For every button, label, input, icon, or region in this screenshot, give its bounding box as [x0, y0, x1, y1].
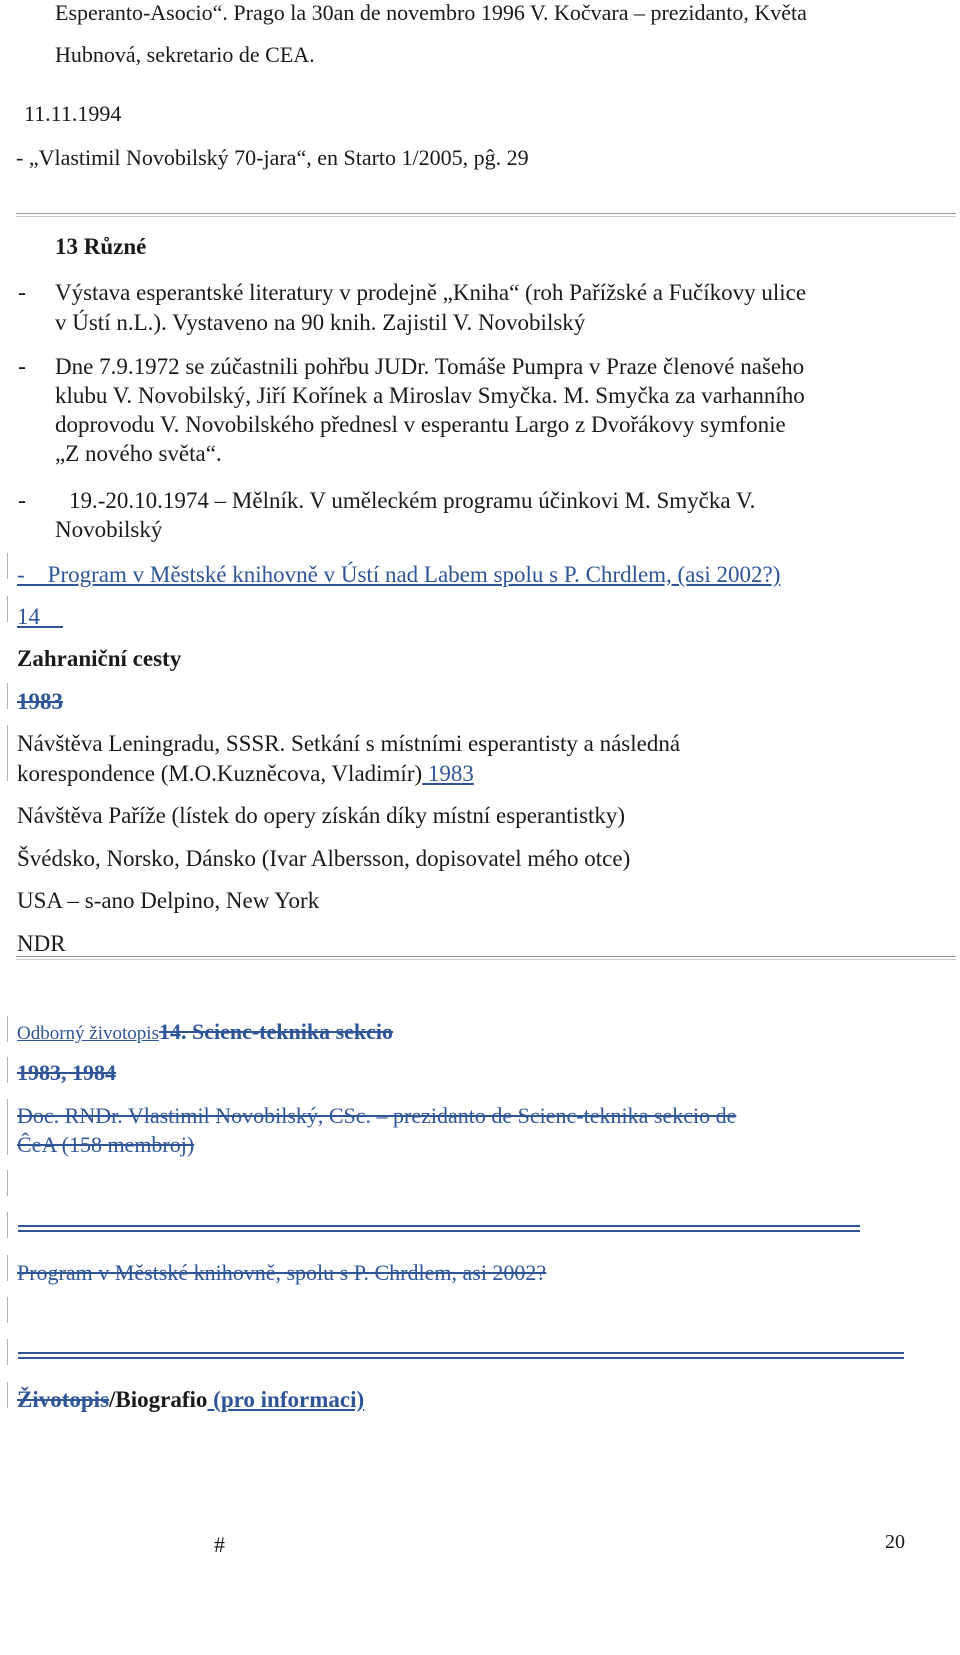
trip-line: korespondence (M.O.Kuzněcova, Vladimír) 1983 [17, 761, 474, 786]
deleted-years: 1983, 1984 [17, 1060, 116, 1085]
text-line: Esperanto-Asocio“. Prago la 30an de novembro 1996 V. Kočvara – prezidanto, Květa [55, 0, 807, 25]
change-bar [7, 1382, 8, 1408]
list-item-line: doprovodu V. Novobilského přednesl v esperantu Largo z Dvořákovy symfonie [55, 412, 786, 437]
deleted-line: ĈeA (158 membroj) [17, 1132, 195, 1157]
reference-line: - „Vlastimil Novobilský 70-jara“, en Starto 1/2005, pĝ. 29 [16, 145, 529, 170]
text-line: Hubnová, sekretario de CEA. [55, 42, 315, 67]
inserted-program-line: - Program v Městské knihovně v Ústí nad Labem spolu s P. Chrdlem, (asi 2002?) [17, 562, 781, 587]
trip-line: USA – s-ano Delpino, New York [17, 888, 320, 913]
trip-line: Návštěva Paříže (lístek do opery získán díky místní esperantistky) [17, 803, 626, 828]
revision-heading [17, 1017, 393, 1050]
horizontal-rule [16, 956, 956, 960]
change-bar [7, 1255, 8, 1281]
cv-link[interactable]: Odborný životopis [17, 1023, 159, 1044]
date-line: 11.11.1994 [24, 101, 122, 126]
page-number: 20 [885, 1531, 905, 1553]
list-item-line: Dne 7.9.1972 se zúčastnili pohřbu JUDr. Tomáše Pumpra v Praze členové našeho [55, 354, 805, 379]
change-bar [7, 683, 8, 709]
change-bar [7, 1099, 8, 1155]
bullet-dash: - [18, 280, 26, 306]
inserted-year: 1983 [422, 761, 474, 786]
change-bar [7, 1212, 8, 1238]
change-bar [7, 1057, 8, 1083]
bullet-dash: - [18, 354, 26, 380]
deleted-line: Doc. RNDr. Vlastimil Novobilský, CSc. – prezidanto de Scienc-teknika sekcio de [17, 1103, 737, 1128]
deleted-heading: 14. Scienc-teknika sekcio [158, 1019, 394, 1044]
section-heading: Zahraniční cesty [17, 646, 182, 671]
section-heading: 13 Různé [55, 234, 147, 259]
inserted-note: (pro informaci) [207, 1387, 365, 1412]
change-bar [7, 1016, 8, 1042]
biography-label: /Biografio [109, 1387, 208, 1412]
deleted-word: Životopis [17, 1387, 110, 1412]
horizontal-rule [16, 213, 956, 217]
change-bar [7, 553, 8, 579]
list-item-line: Novobilský [55, 517, 163, 542]
change-bar [7, 725, 8, 781]
trip-line: NDR [17, 931, 66, 956]
deleted-program-line: Program v Městské knihovně, spolu s P. Chrdlem, asi 2002? [17, 1260, 547, 1285]
footer-hash: # [214, 1532, 225, 1557]
list-item-line: klubu V. Novobilský, Jiří Kořínek a Miroslav Smyčka. M. Smyčka za varhanního [55, 383, 805, 408]
section-number: 14 [17, 604, 40, 629]
change-bar [7, 596, 8, 622]
bullet-dash: - [18, 488, 26, 514]
list-item-line: Výstava esperantské literatury v prodejně „Kniha“ (roh Pařížské a Fučíkovy ulice [55, 280, 807, 305]
trip-line: Návštěva Leningradu, SSSR. Setkání s místními esperantisty a následná [17, 731, 681, 756]
deleted-year: 1983 [17, 689, 63, 714]
list-item-line: v Ústí n.L.). Vystaveno na 90 knih. Zajistil V. Novobilský [55, 310, 586, 335]
list-item-line: 19.-20.10.1974 – Mělník. V uměleckém programu účinkovi M. Smyčka V. [69, 488, 756, 513]
change-bar [7, 1339, 8, 1365]
biography-heading [17, 1384, 364, 1416]
change-bar [7, 1297, 8, 1323]
change-bar [7, 1170, 8, 1196]
trip-line: Švédsko, Norsko, Dánsko (Ivar Albersson, dopisovatel mého otce) [17, 846, 631, 871]
list-item-line: „Z nového světa“. [55, 441, 222, 466]
